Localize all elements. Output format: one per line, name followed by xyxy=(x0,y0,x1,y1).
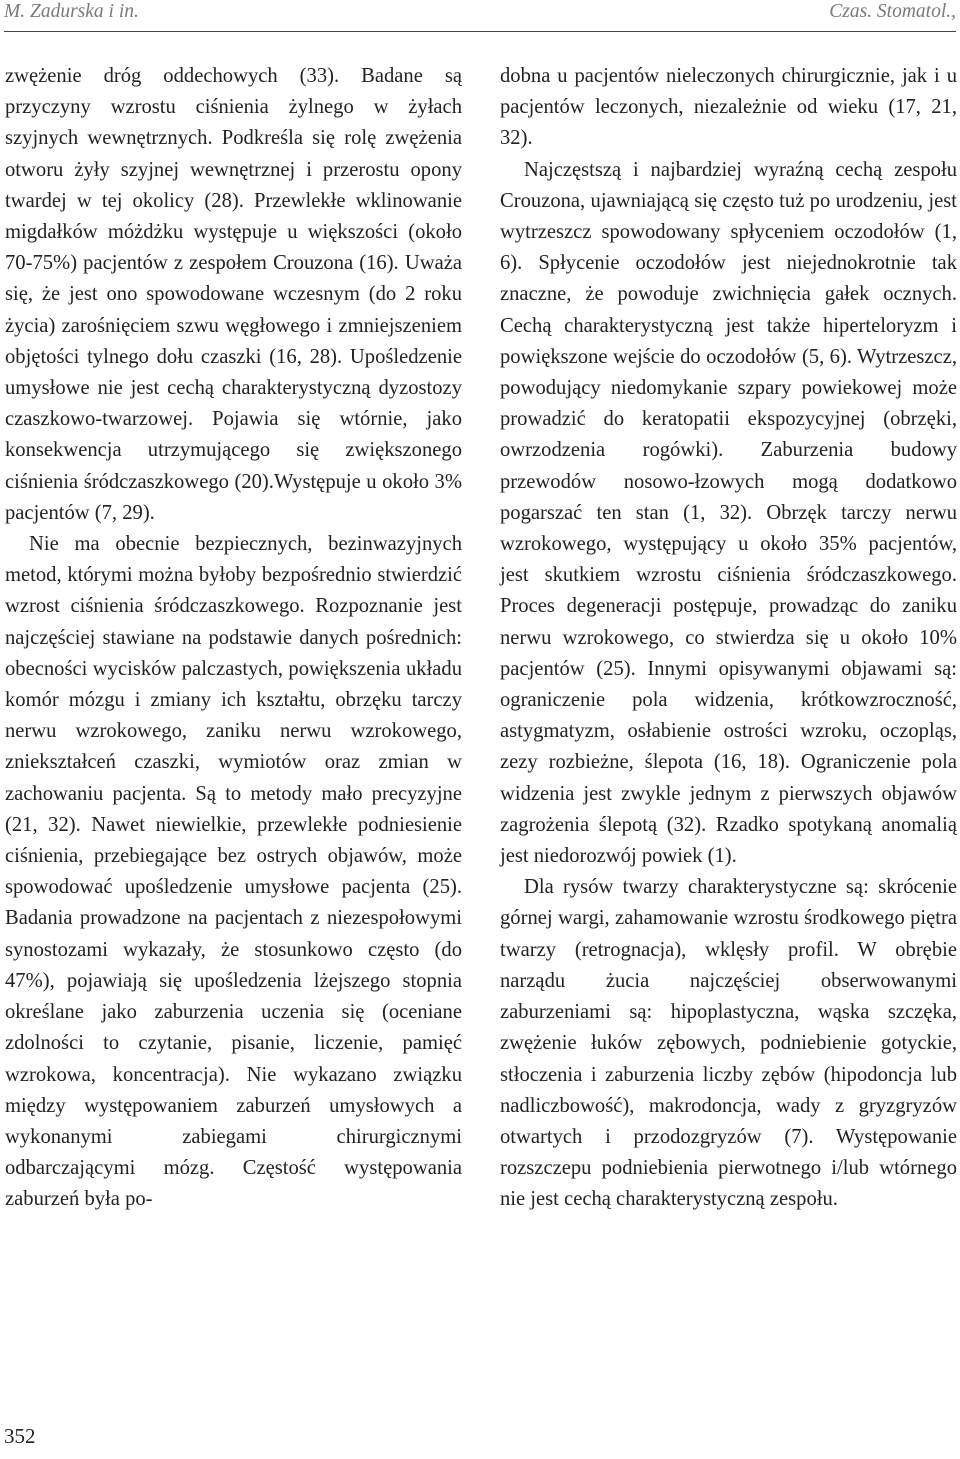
header-journal: Czas. Stomatol., xyxy=(829,1,956,22)
paragraph: Dla rysów twarzy charakterystyczne są: skrócenie górnej wargi, zahamowanie wzrostu środkowego piętra twarzy (retrognacja), wklęsły profil. W obrębie narządu żucia najczęściej obserwowanymi zaburzeniami są: hipoplastyczna, wąska szczęka, zwężenie łuków zębowych, podniebienie gotyckie, stłoczenia i zaburzenia liczby zębów (hipodoncja lub nadliczbowość), makrodoncja, wady z gryzgryzów otwartych i przodozgryzów (7). Występowanie rozszczepu podniebienia pierwotnego i/lub wtórnego nie jest cechą charakterystyczną zespołu. xyxy=(500,876,957,1211)
header-rule xyxy=(4,31,956,32)
paragraph: Najczęstszą i najbardziej wyraźną cechą zespołu Crouzona, ujawniającą się często tuż po urodzeniu, jest wytrzeszcz spowodowany spłyceniem oczodołów (1, 6). Spłycenie oczodołów jest niejednokrotnie tak znaczne, że powoduje zwichnięcia gałek ocznych. Cechą charakterystyczną jest także hiperteloryzm i powiększone wejście do oczodołów (5, 6). Wytrzeszcz, powodujący niedomykanie szpary powiekowej może prowadzić do keratopatii ekspozycyjnej (obrzęki, owrzodzenia rogówki). Zaburzenia budowy przewodów nosowo-łzowych mogą dodatkowo pogarszać ten stan (1, 32). Obrzęk tarczy nerwu wzrokowego, występujący u około 35% pacjentów, jest skutkiem wzrostu ciśnienia śródczaszkowego. Proces degeneracji postępuje, prowadząc do zaniku nerwu wzrokowego, co stwierdza się u około 10% pacjentów (25). Innymi opisywanymi objawami są: ograniczenie pola widzenia, krótkowzroczność, astygmatyzm, osłabienie ostrości wzroku, oczopląs, zezy rozbieżne, ślepota (16, 18). Ograniczenie pola widzenia jest zwykle jednym z pierwszych objawów zagrożenia ślepotą (32). Rzadko spotykaną anomalią jest niedorozwój powiek (1). xyxy=(500,158,957,868)
left-column xyxy=(5,61,462,1216)
paragraph: Nie ma obecnie bezpiecznych, bezinwazyjnych metod, którymi można byłoby bezpośrednio stwierdzić wzrost ciśnienia śródczaszkowego. Rozpoznanie jest najczęściej stawiane na podstawie danych pośrednich: obecności wycisków palczastych, powiększenia układu komór mózgu i zmiany ich kształtu, obrzęku tarczy nerwu wzrokowego, zaniku nerwu wzrokowego, zniekształceń czaszki, wymiotów oraz zmian w zachowaniu pacjenta. Są to metody mało precyzyjne (21, 32). Nawet niewielkie, przewlekłe podniesienie ciśnienia, przebiegające bez ostrych objawów, może spowodować upośledzenie umysłowe pacjenta (25). Badania prowadzone na pacjentach z niezespołowymi synostozami wykazały, że stosunkowo często (do 47%), pojawiają się upośledzenia lżejszego stopnia określane jako zaburzenia uczenia się (oceniane zdolności to czytanie, pisanie, liczenie, pamięć wzrokowa, koncentracja). Nie wykazano związku między występowaniem zaburzeń umysłowych a wykonanymi zabiegami chirurgicznymi odbarczającymi mózg. Częstość występowania zaburzeń była po- xyxy=(5,533,462,1211)
header-authors: M. Zadurska i in. xyxy=(4,1,139,22)
page-number: 352 xyxy=(4,1424,36,1448)
paragraph: dobna u pacjentów nieleczonych chirurgicznie, jak i u pacjentów leczonych, niezależnie od wieku (17, 21, 32). xyxy=(500,65,957,150)
right-column xyxy=(500,61,957,1216)
running-header xyxy=(4,0,956,24)
paragraph: zwężenie dróg oddechowych (33). Badane są przyczyny wzrostu ciśnienia żylnego w żyłach szyjnych wewnętrznych. Podkreśla się rolę zwężenia otworu żyły szyjnej wewnętrznej i przerostu opony twardej w tej okolicy (28). Przewlekłe wklinowanie migdałków móżdżku występuje u większości (około 70-75%) pacjentów z zespołem Crouzona (16). Uważa się, że jest ono spowodowane wczesnym (do 2 roku życia) zarośnięciem szwu węgłowego i zmniejszeniem objętości tylnego dołu czaszki (16, 28). Upośledzenie umysłowe nie jest cechą charakterystyczną dyzostozy czaszkowo-twarzowej. Pojawia się wtórnie, jako konsekwencja utrzymującego się zwiększonego ciśnienia śródczaszkowego (20).Występuje u około 3% pacjentów (7, 29). xyxy=(5,65,462,524)
